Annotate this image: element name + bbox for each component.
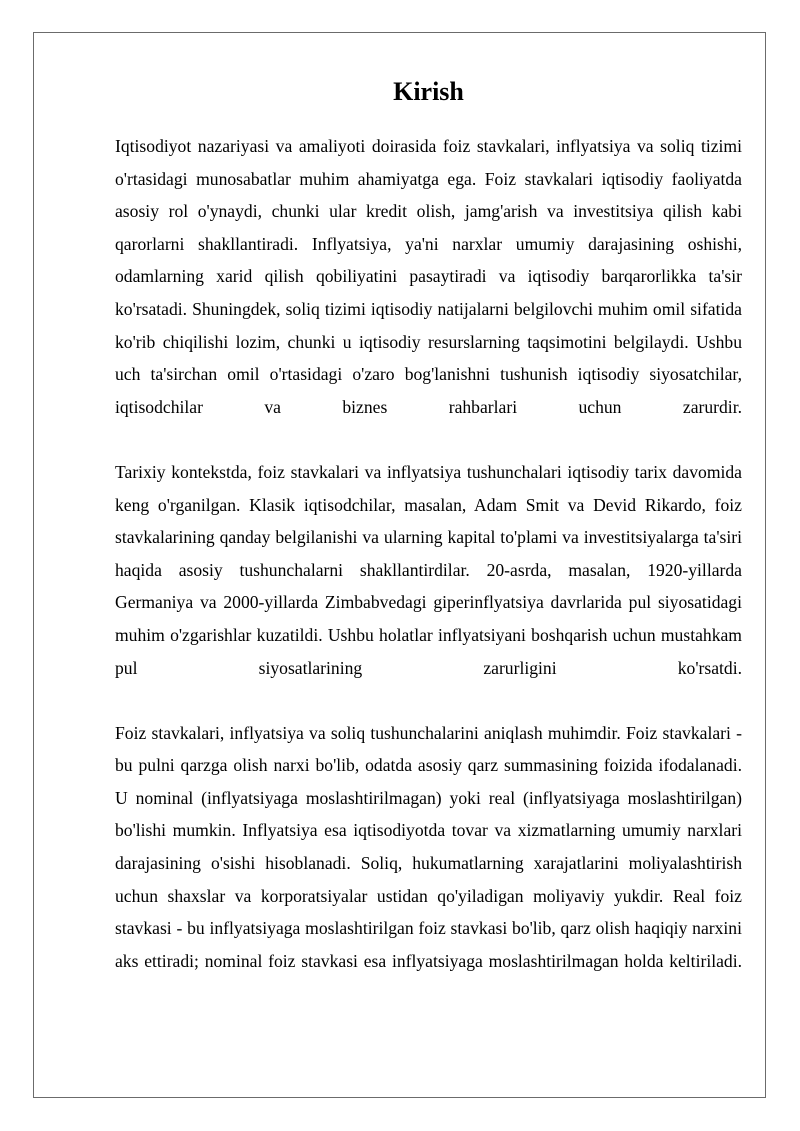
- paragraph-3: Foiz stavkalari, inflyatsiya va soliq tushunchalarini aniqlash muhimdir. Foiz stavkalari - bu pulni qarzga olish narxi bo'lib, odatda asosiy qarz summasining foizida ifodalanadi. U nominal (inflyatsiyaga moslashtirilmagan) yoki real (inflyatsiyaga moslashtirilgan) bo'lishi mumkin. Inflyatsiya esa iqtisodiyotda tovar va xizmatlarning umumiy narxlari darajasining o'sishi hisoblanadi. Soliq, hukumatlarning xarajatlarini moliyalashtirish uchun shaxslar va korporatsiyalar ustidan qo'yiladigan moliyaviy yukdir. Real foiz stavkasi - bu inflyatsiyaga moslashtirilgan foiz stavkasi bo'lib, qarz olish haqiqiy narxini aks ettiradi; nominal foiz stavkasi esa inflyatsiyaga moslashtirilmagan holda keltiriladi.: [115, 722, 742, 971]
- paragraph-2: Tarixiy kontekstda, foiz stavkalari va inflyatsiya tushunchalari iqtisodiy tarix davomida keng o'rganilgan. Klasik iqtisodchilar, masalan, Adam Smit va Devid Rikardo, foiz stavkalarining qanday belgilanishi va ularning kapital to'plami va investitsiyalarga ta'siri haqida asosiy tushunchalarni shakllantirdilar. 20-asrda, masalan, 1920-yillarda Germaniya va 2000-yillarda Zimbabvedagi giperinflyatsiya davrlarida pul siyosatidagi muhim o'zgarishlar kuzatildi. Ushbu holatlar inflyatsiyani boshqarish uchun mustahkam pul siyosatlarining zarurligini ko'rsatdi.: [115, 461, 742, 678]
- paragraph-1: Iqtisodiyot nazariyasi va amaliyoti doirasida foiz stavkalari, inflyatsiya va soliq tizimi o'rtasidagi munosabatlar muhim ahamiyatga ega. Foiz stavkalari iqtisodiy faoliyatda asosiy rol o'ynaydi, chunki ular kredit olish, jamg'arish va investitsiya qilish kabi qarorlarni shakllantiradi. Inflyatsiya, ya'ni narxlar umumiy darajasining oshishi, odamlarning xarid qilish qobiliyatini pasaytiradi va iqtisodiy barqarorlikka ta'sir ko'rsatadi. Shuningdek, soliq tizimi iqtisodiy natijalarni belgilovchi muhim omil sifatida ko'rib chiqilishi lozim, chunki u iqtisodiy resurslarning taqsimotini belgilaydi. Ushbu uch ta'sirchan omil o'rtasidagi o'zaro bog'lanishni tushunish iqtisodiy siyosatchilar, iqtisodchilar va biznes rahbarlari uchun zarurdir.: [115, 136, 742, 417]
- page-title: Kirish: [393, 77, 464, 106]
- document-body: [115, 72, 742, 1010]
